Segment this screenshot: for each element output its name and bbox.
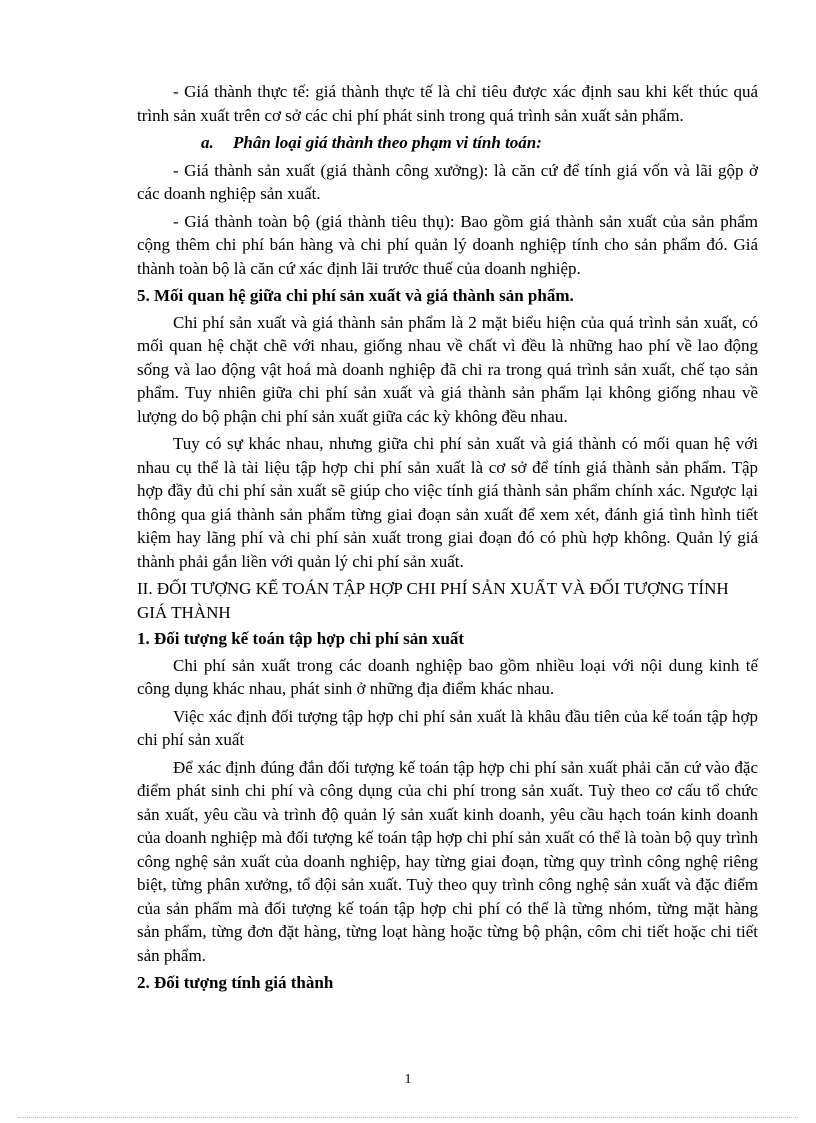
paragraph-actual-cost: - Giá thành thực tế: giá thành thực tế là chỉ tiêu được xác định sau khi kết thúc quá trình sản xuất trên cơ sở các chi phí phát sinh trong quá trình sản xuất sản phẩm. (137, 82, 758, 125)
heading-2-costing-object: 2. Đối tượng tính giá thành (137, 973, 334, 992)
paragraph-cost-object-3: Để xác định đúng đắn đối tượng kế toán tập hợp chi phí sản xuất phải căn cứ vào đặc điểm phát sinh chi phí và công dụng của chi phí trong sản xuất. Tuỳ theo cơ cấu tổ chức sản xuất, yêu cầu và trình độ quản lý sản xuất kinh doanh, yêu cầu hạch toán kinh doanh của doanh nghiệp mà đối tượng kế toán tập hợp chi phí sản xuất có thể là toàn bộ quy trình công nghệ sản xuất của doanh nghiệp, hay từng giai đoạn, từng quy trình công nghệ riêng biệt, từng phân xưởng, tổ đội sản xuất. Tuỳ theo quy trình công nghệ sản xuất và đặc điểm của sản phẩm mà đối tượng kế toán tập hợp chi phí có thể là từng nhóm, từng mặt hàng sản phẩm, từng đơn đặt hàng, từng loạt hàng hoặc từng bộ phận, côm chi tiết hoặc chi tiết sản phẩm. (137, 757, 758, 965)
footer-divider (18, 1117, 798, 1118)
heading-1-cost-object: 1. Đối tượng kế toán tập hợp chi phí sản xuất (137, 629, 465, 648)
heading-a-text: Phân loại giá thành theo phạm vi tính toán: (233, 133, 542, 152)
heading-II-section: II. ĐỐI TƯỢNG KẾ TOÁN TẬP HỢP CHI PHÍ SẢN XUẤT VÀ ĐỐI TƯỢNG TÍNH GIÁ THÀNH (137, 579, 729, 622)
paragraph-full-cost: - Giá thành toàn bộ (giá thành tiêu thụ): Bao gồm giá thành sản xuất của sản phẩm cộng thêm chi phí bán hàng và chi phí quản lý doanh nghiệp tính cho sản phẩm đó. Giá thành toàn bộ là căn cứ xác định lãi trước thuế của doanh nghiệp. (137, 211, 758, 278)
heading-a-letter: a. (201, 133, 214, 152)
paragraph-relationship-1: Chi phí sản xuất và giá thành sản phẩm là 2 mặt biểu hiện của quá trình sản xuất, có mối quan hệ chặt chẽ với nhau, giống nhau về chất vì đều là những hao phí về lao động sống và lao động vật hoá mà doanh nghiệp đã chi ra trong quá trình sản xuất, chế tạo sản phẩm. Tuy nhiên giữa chi phí sản xuất và giá thành sản phẩm lại không giống nhau về lượng do bộ phận chi phí sản xuất giữa các kỳ không đều nhau. (137, 312, 758, 426)
heading-5-relationship: 5. Mối quan hệ giữa chi phí sản xuất và giá thành sản phẩm. (137, 286, 574, 305)
paragraph-cost-object-2: Việc xác định đối tượng tập hợp chi phí sản xuất là khâu đầu tiên của kế toán tập hợp chi phí sản xuất (137, 706, 758, 749)
paragraph-cost-object-1: Chi phí sản xuất trong các doanh nghiệp bao gồm nhiều loại với nội dung kinh tế công dụng khác nhau, phát sinh ở những địa điểm khác nhau. (137, 655, 758, 698)
heading-a-cost-classification (137, 131, 758, 155)
document-body (137, 80, 758, 998)
paragraph-production-cost: - Giá thành sản xuất (giá thành công xưởng): là căn cứ để tính giá vốn và lãi gộp ở các doanh nghiệp sản xuất. (137, 160, 758, 203)
page-number: 1 (404, 1072, 412, 1087)
paragraph-relationship-2: Tuy có sự khác nhau, nhưng giữa chi phí sản xuất và giá thành có mối quan hệ với nhau cụ thể là tài liệu tập hợp chi phí sản xuất là cơ sở để tính giá thành sản phẩm. Tập hợp đầy đủ chi phí sản xuất sẽ giúp cho việc tính giá thành sản phẩm chính xác. Ngược lại thông qua giá thành sản phẩm từng giai đoạn sản xuất để xem xét, đánh giá tình hình tiết kiệm hay lãng phí và chi phí sản xuất trong giai đoạn đó có phù hợp không. Quản lý giá thành phải gắn liền với quản lý chi phí sản xuất. (137, 434, 758, 571)
